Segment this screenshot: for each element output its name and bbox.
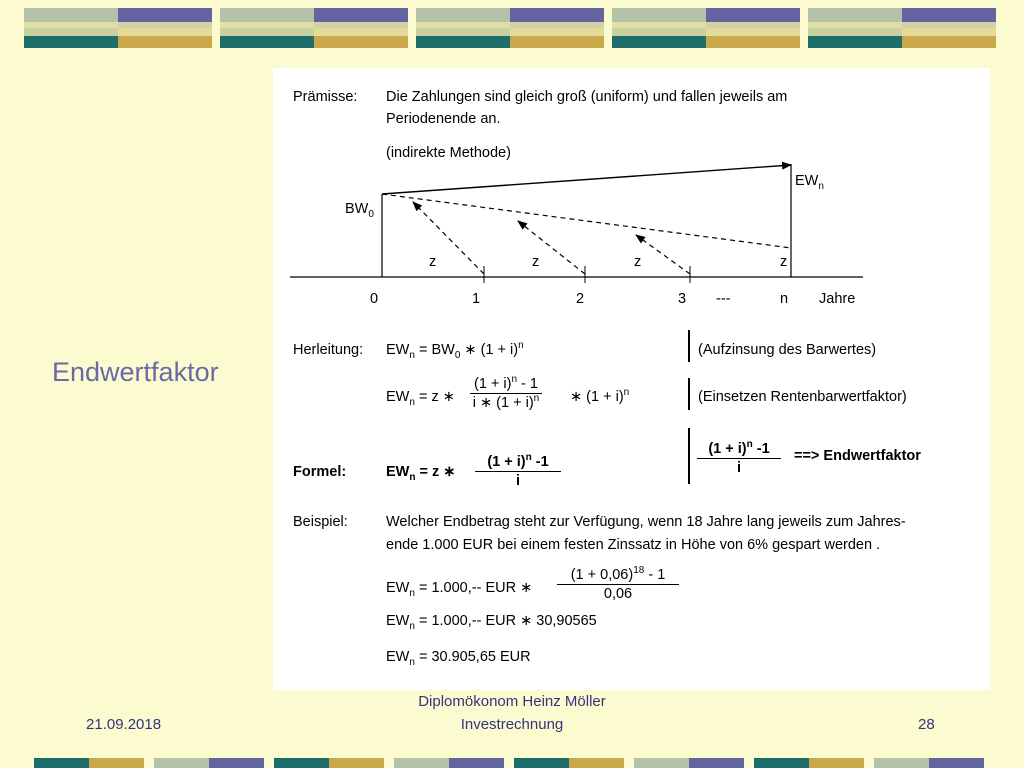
axis-tick-n: n [780,291,789,307]
derivation-comment-1: (Aufzinsung des Barwertes) [698,342,877,358]
separator-1 [688,330,690,362]
example-calc-2: $EW_n = 1.000,--$ EUR ∗ 30,90565 [386,613,597,632]
bw-label: $BW_0$ [345,201,374,220]
premise-line-2: Periodenende an. [386,111,501,127]
payment-z-1: z [429,254,437,270]
example-calc-1: $EW_n = 1.000,--$ EUR ∗ [386,580,533,599]
top-decoration [24,8,1000,48]
example-label: Beispiel: [293,514,348,530]
axis-tick-3: 3 [678,291,687,307]
endwertfaktor-fraction: $\frac{(1 + i)^n -1}{i}$ [697,441,781,476]
derivation-fraction-2: $\frac{(1 + i)^n - 1}{i ∗ (1 + i)^n}$ [470,376,542,411]
separator-2 [688,378,690,410]
axis-label-years: Jahre [819,291,856,307]
axis-tick-1: 1 [472,291,481,307]
payment-z-3: z [634,254,642,270]
formula-fraction: $\frac{(1 + i)^n -1}{i}$ [475,454,561,489]
derivation-equation-2-lhs: $EW_n = z$ ∗ [386,389,455,408]
page-number: 28 [918,716,935,733]
method-note: (indirekte Methode) [386,145,511,161]
slide-title: Endwertfaktor [52,357,219,387]
content-panel [273,68,990,690]
endwertfaktor-label: ==> Endwertfaktor [794,448,921,464]
payment-arrow-1 [413,202,484,274]
derivation-equation-1: $EW_n = BW_0$ ∗ $(1 + i)^n$ [386,340,524,361]
footer-subject: Investrechnung [460,716,564,733]
payment-arrow-2 [518,221,585,274]
cashflow-diagram [273,68,990,318]
derivation-comment-2: (Einsetzen Rentenbarwertfaktor) [698,389,907,405]
example-fraction: $\frac{(1 + 0,06)^{18} - 1}{0,06}$ [557,567,679,602]
payment-arrow-3 [636,235,690,274]
axis-tick-ellipsis: --- [716,291,731,307]
example-line-2: ende 1.000 EUR bei einem festen Zinssatz in Höhe von 6% gespart werden . [386,537,881,553]
formula-label: Formel: [293,464,347,480]
payment-z-2: z [532,254,540,270]
ew-label: $EW_n$ [795,173,824,192]
premise-line-1: Die Zahlungen sind gleich groß (uniform) und fallen jeweils am [386,89,788,105]
premise-label: Prämisse: [293,89,358,105]
footer-author: Diplomökonom Heinz Möller [418,693,606,710]
footer-date: 21.09.2018 [86,716,162,733]
derivation-label: Herleitung: [293,342,364,358]
payment-z-4: z [780,254,788,270]
compounding-arrow [382,165,791,194]
example-result: $EW_n = 30.905,65$ EUR [386,649,531,668]
axis-tick-0: 0 [370,291,379,307]
bottom-decoration [34,758,994,768]
separator-3 [688,428,690,484]
formula-lhs: $EW_n = z$ ∗ [386,464,456,483]
example-line-1: Welcher Endbetrag steht zur Verfügung, wenn 18 Jahre lang jeweils zum Jahres- [386,514,906,530]
axis-tick-2: 2 [576,291,585,307]
derivation-equation-2-tail: ∗ $(1 + i)^n$ [570,387,630,405]
discount-line [382,194,791,248]
